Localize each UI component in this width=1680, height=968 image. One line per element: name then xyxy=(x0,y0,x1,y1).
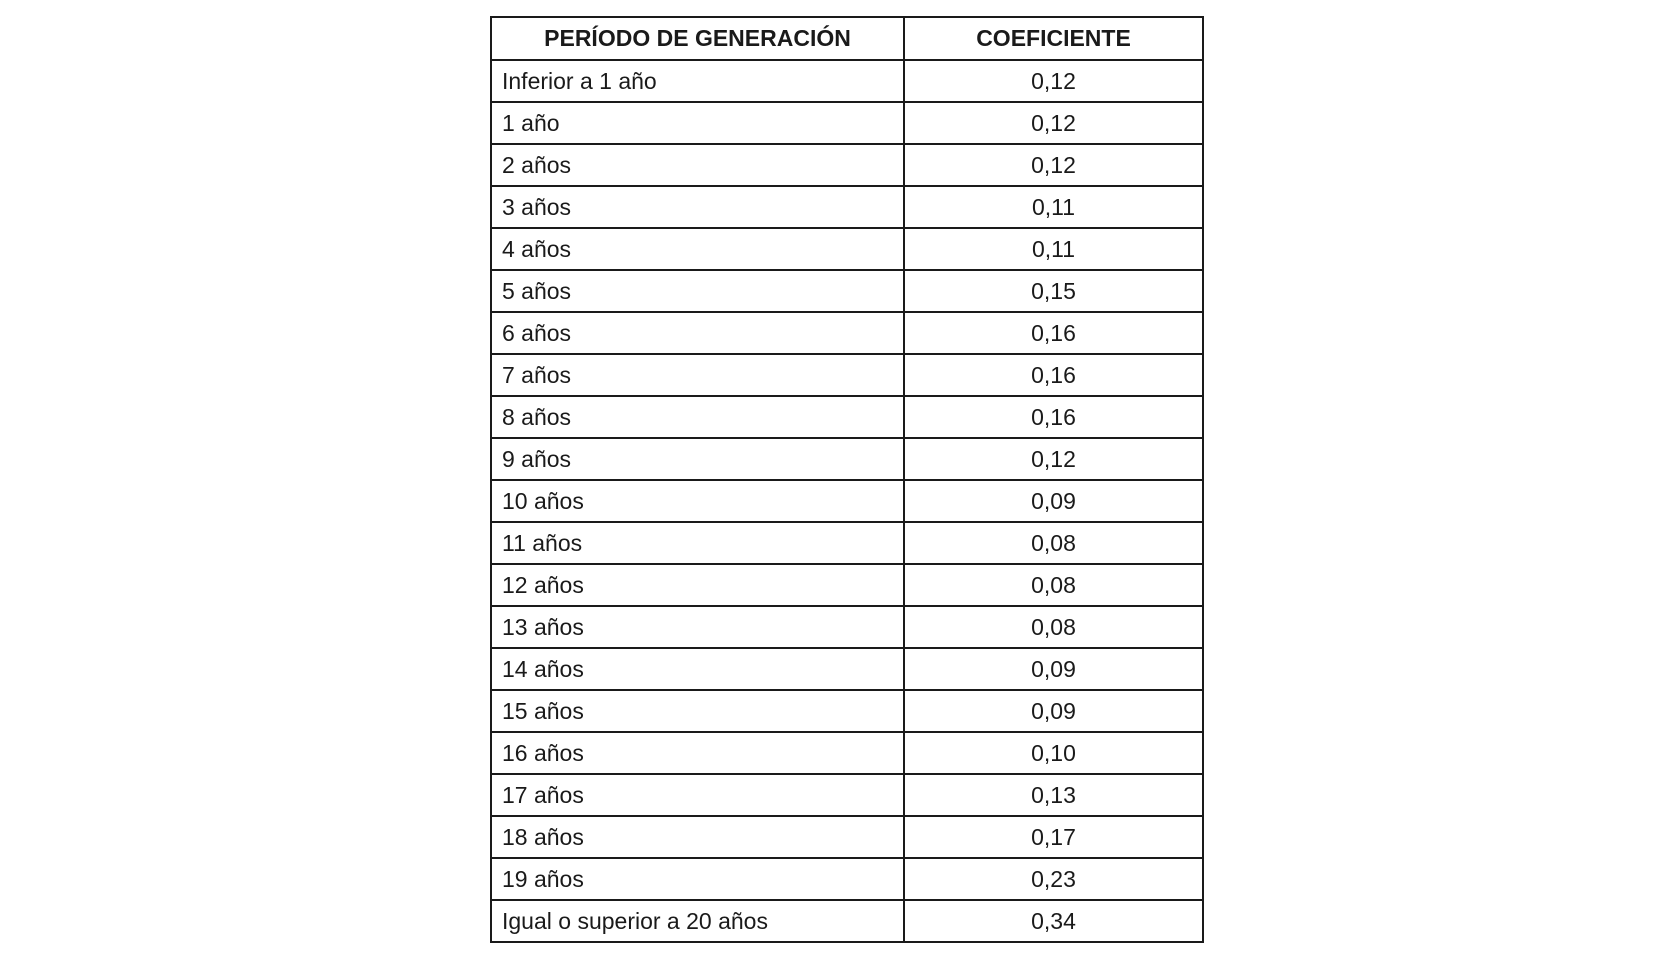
table-body xyxy=(491,60,1203,942)
table-row xyxy=(491,60,1203,102)
coefficient-cell: 0,34 xyxy=(904,900,1203,942)
period-cell: 3 años xyxy=(491,186,904,228)
table-row xyxy=(491,564,1203,606)
table-row xyxy=(491,648,1203,690)
table-row xyxy=(491,396,1203,438)
table-row xyxy=(491,144,1203,186)
period-cell: Igual o superior a 20 años xyxy=(491,900,904,942)
period-cell: 15 años xyxy=(491,690,904,732)
table-row xyxy=(491,270,1203,312)
table-row xyxy=(491,732,1203,774)
coefficient-cell: 0,16 xyxy=(904,396,1203,438)
header-coefficient: COEFICIENTE xyxy=(904,17,1203,60)
table-row xyxy=(491,522,1203,564)
period-cell: 19 años xyxy=(491,858,904,900)
table-row xyxy=(491,606,1203,648)
table-row xyxy=(491,816,1203,858)
coefficient-cell: 0,23 xyxy=(904,858,1203,900)
table-row xyxy=(491,900,1203,942)
coefficient-cell: 0,17 xyxy=(904,816,1203,858)
table-row xyxy=(491,774,1203,816)
period-cell: 8 años xyxy=(491,396,904,438)
coefficient-cell: 0,09 xyxy=(904,648,1203,690)
coefficient-cell: 0,16 xyxy=(904,312,1203,354)
coefficient-cell: 0,08 xyxy=(904,606,1203,648)
period-cell: 10 años xyxy=(491,480,904,522)
table-row xyxy=(491,354,1203,396)
table-row xyxy=(491,480,1203,522)
coefficient-cell: 0,12 xyxy=(904,144,1203,186)
period-cell: 2 años xyxy=(491,144,904,186)
header-period: PERÍODO DE GENERACIÓN xyxy=(491,17,904,60)
coefficient-cell: 0,08 xyxy=(904,564,1203,606)
table-row xyxy=(491,858,1203,900)
table-row xyxy=(491,312,1203,354)
coefficient-cell: 0,09 xyxy=(904,690,1203,732)
period-cell: 11 años xyxy=(491,522,904,564)
table-row xyxy=(491,102,1203,144)
table-row xyxy=(491,228,1203,270)
period-cell: 14 años xyxy=(491,648,904,690)
coefficient-cell: 0,08 xyxy=(904,522,1203,564)
coefficient-table xyxy=(490,16,1204,943)
coefficient-cell: 0,12 xyxy=(904,102,1203,144)
table-header-row xyxy=(491,17,1203,60)
period-cell: Inferior a 1 año xyxy=(491,60,904,102)
period-cell: 4 años xyxy=(491,228,904,270)
period-cell: 16 años xyxy=(491,732,904,774)
period-cell: 9 años xyxy=(491,438,904,480)
period-cell: 7 años xyxy=(491,354,904,396)
coefficient-cell: 0,11 xyxy=(904,228,1203,270)
table-row xyxy=(491,438,1203,480)
coefficient-cell: 0,13 xyxy=(904,774,1203,816)
period-cell: 17 años xyxy=(491,774,904,816)
period-cell: 1 año xyxy=(491,102,904,144)
period-cell: 6 años xyxy=(491,312,904,354)
coefficient-cell: 0,10 xyxy=(904,732,1203,774)
coefficient-cell: 0,11 xyxy=(904,186,1203,228)
period-cell: 12 años xyxy=(491,564,904,606)
coefficient-cell: 0,16 xyxy=(904,354,1203,396)
coefficient-cell: 0,12 xyxy=(904,60,1203,102)
period-cell: 5 años xyxy=(491,270,904,312)
table-row xyxy=(491,186,1203,228)
coefficient-cell: 0,09 xyxy=(904,480,1203,522)
table-row xyxy=(491,690,1203,732)
coefficient-cell: 0,12 xyxy=(904,438,1203,480)
coefficient-cell: 0,15 xyxy=(904,270,1203,312)
period-cell: 13 años xyxy=(491,606,904,648)
period-cell: 18 años xyxy=(491,816,904,858)
